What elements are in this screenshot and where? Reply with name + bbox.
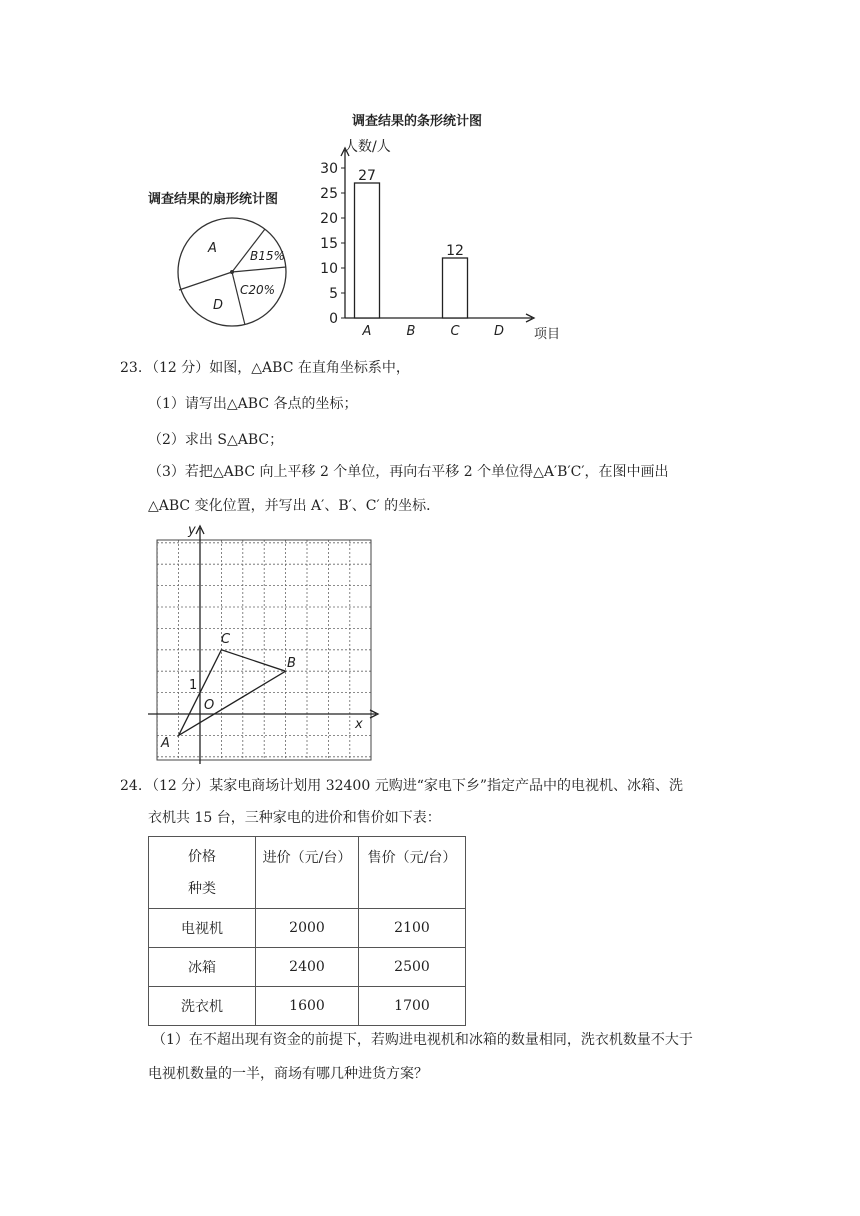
point-a-label: A	[161, 736, 170, 751]
bar-category-label-B: B	[406, 324, 416, 339]
pie-center	[230, 270, 234, 274]
row-name: 冰箱	[149, 948, 256, 987]
q23-intro: （12 分）如图，△ABC 在直角坐标系中，	[145, 360, 410, 376]
bar-y-tick-label: 25	[320, 186, 338, 202]
row-name: 洗衣机	[149, 987, 256, 1026]
pie-label-d: D	[213, 298, 224, 313]
bar-category-label-C: C	[450, 324, 460, 339]
q24-line1: （12 分）某家电商场计划用 32400 元购进“家电下乡”指定产品中的电视机、冰箱、洗	[145, 778, 684, 794]
bar-data-label-C: 12	[446, 243, 464, 259]
q23-part1: （1）请写出△ABC 各点的坐标；	[148, 396, 358, 412]
pie-chart	[170, 212, 300, 332]
bar-y-tick-label: 0	[329, 311, 338, 327]
q23-part2: （2）求出 S△ABC；	[148, 432, 284, 448]
row-cost: 2400	[256, 948, 359, 987]
bar-chart-title: 调查结果的条形统计图	[352, 114, 483, 129]
bar-y-tick-label: 30	[320, 161, 338, 177]
table-row	[149, 909, 466, 948]
row-cost: 1600	[256, 987, 359, 1026]
bar-chart-ylabel: 人数/人	[344, 139, 391, 155]
row-cost: 2000	[256, 909, 359, 948]
q24-part1-line2: 电视机数量的一半，商场有哪几种进货方案？	[148, 1066, 428, 1082]
bar-y-tick-label: 10	[320, 261, 338, 277]
bar-A	[355, 183, 380, 318]
y-axis-label: y	[188, 523, 196, 538]
q24-part1-line1: （1）在不超出现有资金的前提下，若购进电视机和冰箱的数量相同，洗衣机数量不大于	[152, 1032, 693, 1048]
q24-number: 24.	[120, 778, 143, 794]
pie-label-b: B15%	[250, 249, 285, 263]
table-header-row	[149, 837, 466, 909]
bar-category-label-A: A	[362, 324, 372, 339]
table-row	[149, 987, 466, 1026]
row-price: 2500	[359, 948, 466, 987]
bar-C	[443, 258, 468, 318]
bar-data-label-A: 27	[358, 168, 376, 184]
pie-chart-title: 调查结果的扇形统计图	[148, 192, 279, 207]
header-cost: 进价（元/台）	[256, 837, 359, 909]
point-c-label: C	[221, 632, 231, 647]
bar-chart	[310, 108, 580, 344]
corner-bottom-label: 种类	[188, 880, 216, 897]
corner-top-label: 价格	[188, 848, 216, 865]
bar-y-tick-label: 15	[320, 236, 338, 252]
q23-part3-line2: △ABC 变化位置，并写出 A′、B′、C′ 的坐标．	[148, 498, 441, 514]
bar-y-tick-label: 20	[320, 211, 338, 227]
coordinate-grid	[140, 522, 390, 767]
point-b-label: B	[287, 656, 296, 671]
unit-label: 1	[189, 678, 198, 693]
pie-label-c: C20%	[240, 283, 276, 297]
row-price: 1700	[359, 987, 466, 1026]
price-table	[148, 836, 466, 1026]
x-axis-label: x	[355, 717, 363, 732]
row-name: 电视机	[149, 909, 256, 948]
table-row	[149, 948, 466, 987]
bar-y-tick-label: 5	[329, 286, 338, 302]
origin-label: O	[204, 698, 215, 713]
pie-label-a: A	[208, 241, 217, 256]
q24-line2: 衣机共 15 台，三种家电的进价和售价如下表：	[148, 810, 441, 826]
row-price: 2100	[359, 909, 466, 948]
bar-chart-xlabel: 项目	[534, 327, 561, 342]
q23-number: 23.	[120, 360, 143, 376]
q23-part3-line1: （3）若把△ABC 向上平移 2 个单位，再向右平移 2 个单位得△A′B′C′，在图中画出	[148, 464, 669, 480]
header-price: 售价（元/台）	[359, 837, 466, 909]
table-corner-cell	[149, 837, 256, 909]
bar-category-label-D: D	[493, 324, 505, 339]
